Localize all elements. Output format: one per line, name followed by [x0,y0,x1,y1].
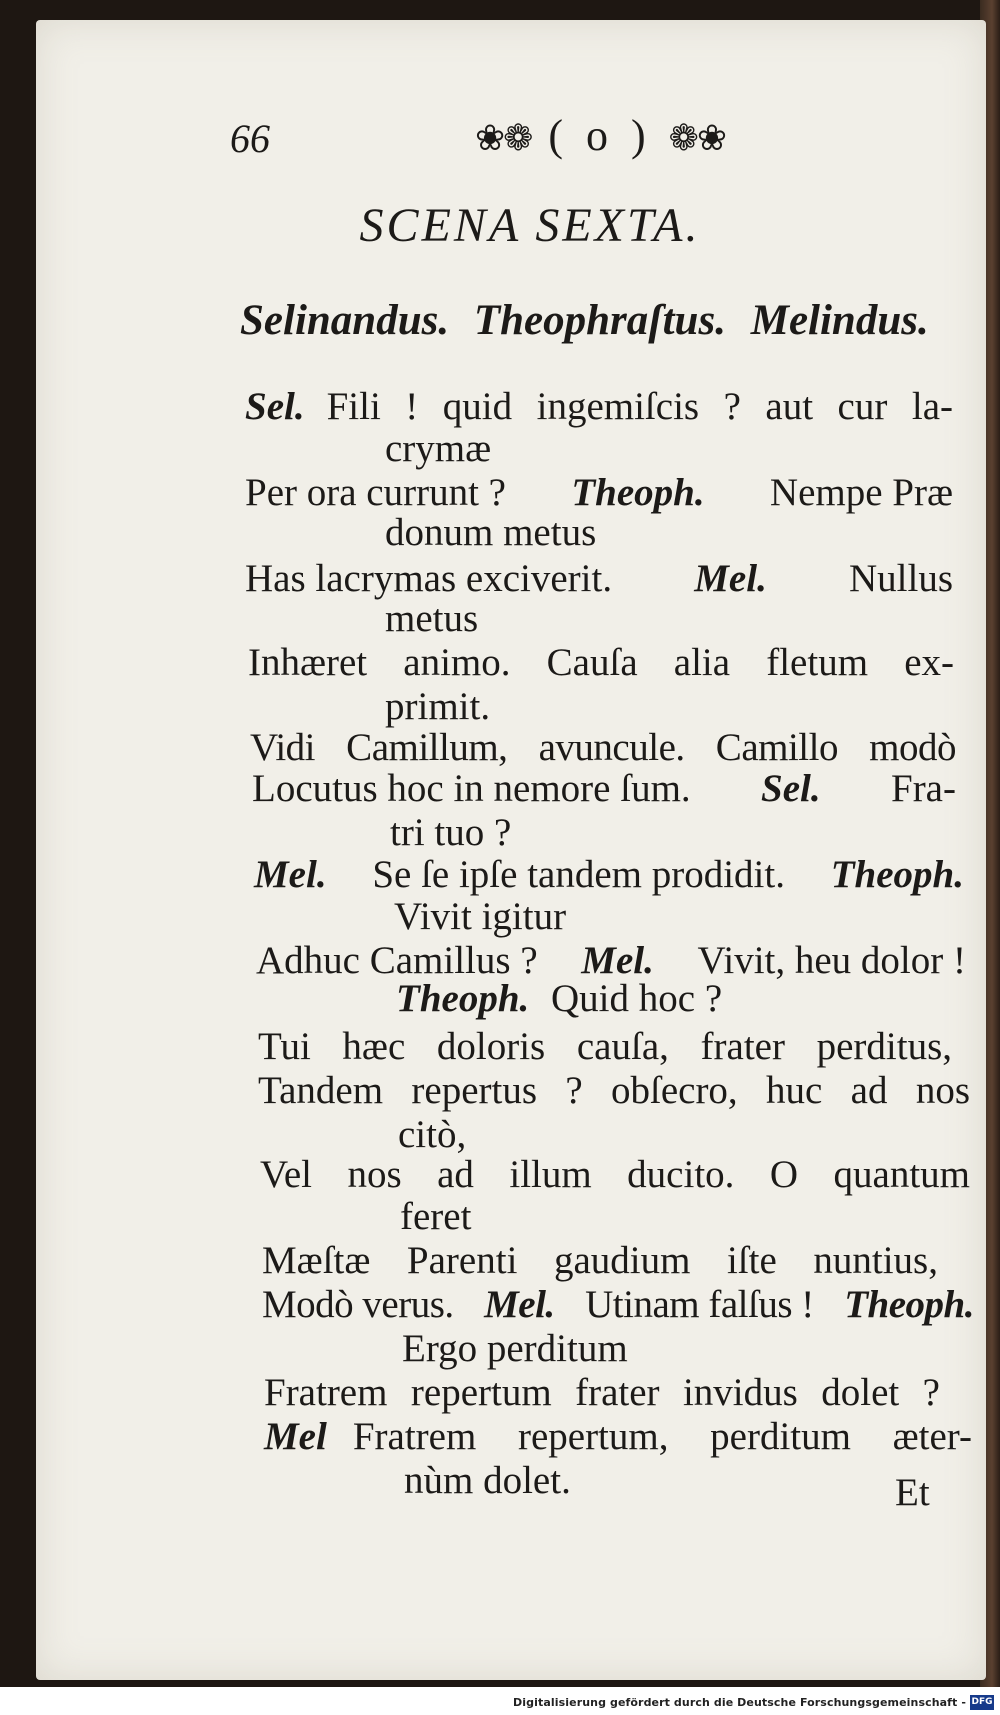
verse-line: crymæ [385,427,492,470]
speaker-label: Theoph. [844,1283,974,1326]
verse-line: Tandem repertus ? obſecro, huc ad nos [258,1069,970,1112]
cast-member: Selinandus. [240,297,450,344]
verse-text: Nempe Præ [769,471,953,514]
ornament-right-icon: ❁❀ [668,118,725,158]
catchword: Et [895,1471,930,1514]
ornament-center: ( o ) [548,111,652,160]
verse-line [262,1282,974,1328]
verse-line [245,384,953,430]
verse-line: Tui hæc doloris cauſa, frater perditus, [258,1025,952,1068]
page-number: 66 [230,116,270,161]
dfg-logo-icon: DFG [970,1695,994,1710]
verse-text: Modò verus. [262,1283,454,1326]
verse-text: Utinam falſus ! [585,1283,814,1326]
verse-text: Quid hoc ? [551,977,723,1020]
speaker-label: Sel. [761,767,821,810]
verse-line: nùm dolet. [404,1459,571,1502]
cast-member: Theophraſtus. [473,297,726,344]
verse-line: tri tuo ? [390,811,512,854]
scene-title: SCENA SEXTA. [359,199,701,252]
verse-line: metus [385,597,479,640]
cast-member: Melindus. [750,297,929,344]
cast-list [240,296,929,345]
verse-text: Per ora currunt ? [245,471,506,514]
header-ornament [455,110,745,161]
speaker-label: Sel. [245,385,305,428]
speaker-label: Mel. [484,1283,555,1326]
speaker-label: Mel [264,1415,327,1458]
ornament-left-icon: ❀❁ [475,118,532,158]
speaker-label: Mel. [694,557,767,600]
verse-text: Fili ! quid ingemiſcis ? aut cur la- [326,385,953,428]
verse-line: feret [400,1195,472,1238]
verse-line: Mæſtæ Parenti gaudium iſte nuntius, [262,1239,938,1282]
verse-line: citò, [398,1113,467,1156]
speaker-label: Mel. [581,939,654,982]
speaker-label: Theoph. [571,471,705,514]
speaker-label: Theoph. [396,977,530,1020]
verse-line [254,852,964,898]
verse-line: Vivit igitur [394,895,567,938]
verse-text: Fratrem repertum, perditum æter- [352,1415,972,1458]
verse-line: Ergo perditum [402,1327,628,1370]
verse-text: Se ſe ipſe tandem prodidit. [372,853,785,896]
verse-line: Vel nos ad illum ducito. O quantum [260,1153,970,1196]
verse-line: primit. [385,685,491,728]
footer-credit: Digitalisierung gefördert durch die Deutsche Forschungsgemeinschaft - [513,1696,966,1709]
verse-text: Vivit, heu dolor ! [697,939,966,982]
verse-text: Adhuc Camillus ? [256,939,538,982]
verse-line [252,766,956,812]
speaker-label: Theoph. [830,853,964,896]
speaker-label: Mel. [254,853,327,896]
verse-line: donum metus [385,511,597,554]
footer-bar [0,1687,1000,1715]
verse-text: Locutus hoc in nemore ſum. [252,767,691,810]
verse-text: Has lacrymas exciverit. [245,557,613,600]
verse-text: Fra- [891,767,956,810]
verse-text: Nullus [848,557,953,600]
verse-line [245,470,953,516]
verse-line: Vidi Camillum, avuncule. Camillo modò [250,726,956,769]
verse-line [264,1414,972,1460]
verse-line: Inhæret animo. Cauſa alia fletum ex- [248,641,954,684]
verse-line [396,976,722,1022]
verse-line [245,556,953,602]
verse-line: Fratrem repertum frater invidus dolet ? [264,1371,940,1414]
